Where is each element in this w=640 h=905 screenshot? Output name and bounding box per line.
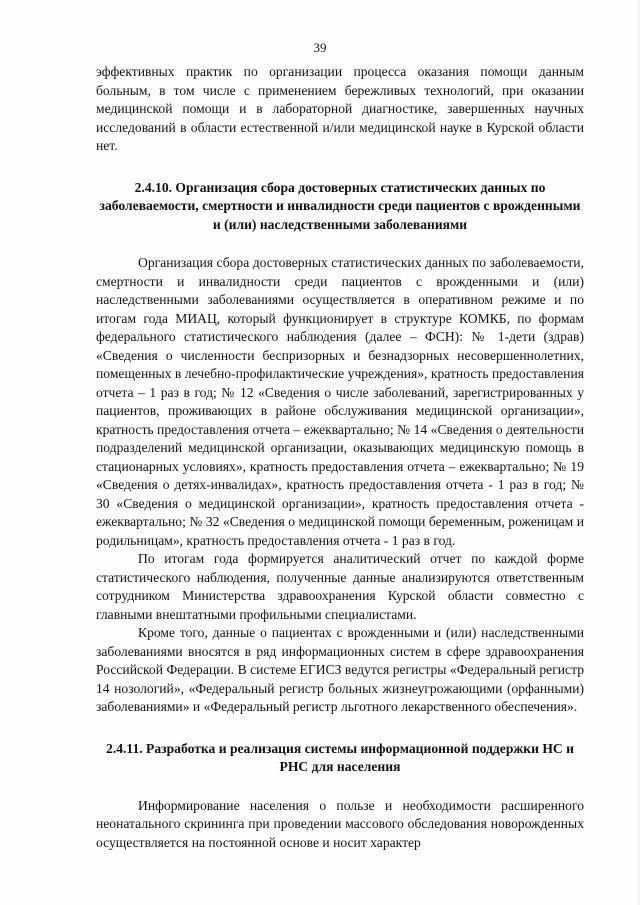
page-number: 39	[313, 40, 327, 55]
section-heading-2-4-10: 2.4.10. Организация сбора достоверных статистических данных по заболеваемости, смертности и инвалидности среди пациентов с врожденными и (или) наследственными заболеваниями	[99, 179, 581, 232]
section-2-4-10-paragraph-3: Кроме того, данные о пациентах с врожденными и (или) наследственными заболеваниями вносятся в ряд информационных систем в сфере здравоохранения Российской Федерации. В системе ЕГИСЗ ведутся регистры «Федеральный регистр 14 нозологий», «Федеральный регистр больных жизнеугрожающими (орфанными) заболеваниями» и «Федеральный регистр льготного лекарственного обеспечения».	[96, 625, 584, 714]
section-heading-2-4-11: 2.4.11. Разработка и реализация системы информационной поддержки НС и РНС для населения	[106, 740, 574, 774]
section-body-2-4-10	[96, 254, 584, 717]
page-content	[96, 63, 584, 852]
intro-paragraph: эффективных практик по организации процесса оказания помощи данным больным, в том числе с применением бережливых технологий, при оказании медицинской помощи и в лабораторной диагностике, завершенных научных исследований в области естественной и/или медицинской науке в Курской области нет.	[96, 64, 584, 153]
section-2-4-10-paragraph-2: По итогам года формируется аналитический отчет по каждой форме статистического наблюдения, полученные данные анализируются ответственным сотрудником Министерства здравоохранения Курской области совместно с главными внештатными профильными специалистами.	[96, 551, 584, 622]
section-2-4-10-paragraph-1: Организация сбора достоверных статистических данных по заболеваемости, смертности и инвалидности среди пациентов с врожденными и (или) наследственными заболеваниями осуществляется в оперативном режиме и по итогам года МИАЦ, который функционирует в структуре КОМКБ, по формам федерального статистического наблюдения (далее – ФСН): № 1-дети (здрав) «Сведения о численности беспризорных и безнадзорных несовершеннолетних, помещенных в лечебно-профилактические учреждения», кратность предоставления отчета – 1 раз в год; № 12 «Сведения о числе заболеваний, зарегистрированных у пациентов, проживающих в районе обслуживания медицинской организации», кратность предоставления отчета – ежеквартально; № 14 «Сведения о деятельности подразделений медицинской организации, оказывающих медицинскую помощь в стационарных условиях», кратность предоставления отчета – ежеквартально; № 19 «Сведения о детях-инвалидах», кратность предоставления отчета - 1 раз в год; № 30 «Сведения о медицинской организации», кратность предоставления отчета - ежеквартально; № 32 «Сведения о медицинской помощи беременным, роженицам и родильницам», кратность предоставления отчета - 1 раз в год.	[96, 255, 584, 548]
section-body-2-4-11	[96, 797, 584, 853]
section-2-4-11-paragraph-1: Информирование населения о пользе и необходимости расширенного неонатального скрининга при проведении массового обследования новорожденных осуществляется на постоянной основе и носит характер	[96, 797, 584, 850]
scan-edge-shadow	[636, 0, 640, 905]
